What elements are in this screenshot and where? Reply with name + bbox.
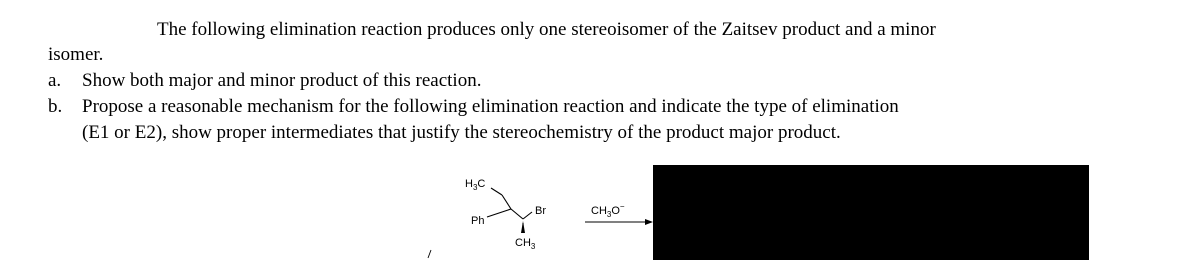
intro-line-1: The following elimination reaction produces only one stereoisomer of the Zaitsev product and a minor	[157, 19, 936, 40]
methyl-bottom-label: $CH_3$	[515, 237, 536, 251]
part-b-marker: b.	[48, 96, 63, 117]
skeleton-bonds	[487, 188, 532, 231]
part-b-text-continued: (E1 or E2), show proper intermediates that justify the stereochemistry of the product major product.	[82, 122, 841, 143]
part-a-text: Show both major and minor product of this reaction.	[82, 70, 482, 91]
wedge-bond	[521, 221, 525, 233]
part-a-marker: a.	[48, 70, 62, 91]
redacted-answer-box	[653, 165, 1089, 260]
stray-mark	[428, 250, 431, 258]
methyl-top-label: $H_3C$	[465, 178, 486, 192]
reagent-label: $CH_3O^-$	[591, 202, 625, 219]
bromine-label: Br	[535, 205, 546, 217]
intro-line-2: isomer.	[48, 44, 104, 65]
phenyl-label: Ph	[471, 215, 485, 227]
part-b-text: Propose a reasonable mechanism for the following elimination reaction and indicate the type of elimination	[82, 96, 899, 117]
reaction-arrow	[585, 219, 653, 225]
